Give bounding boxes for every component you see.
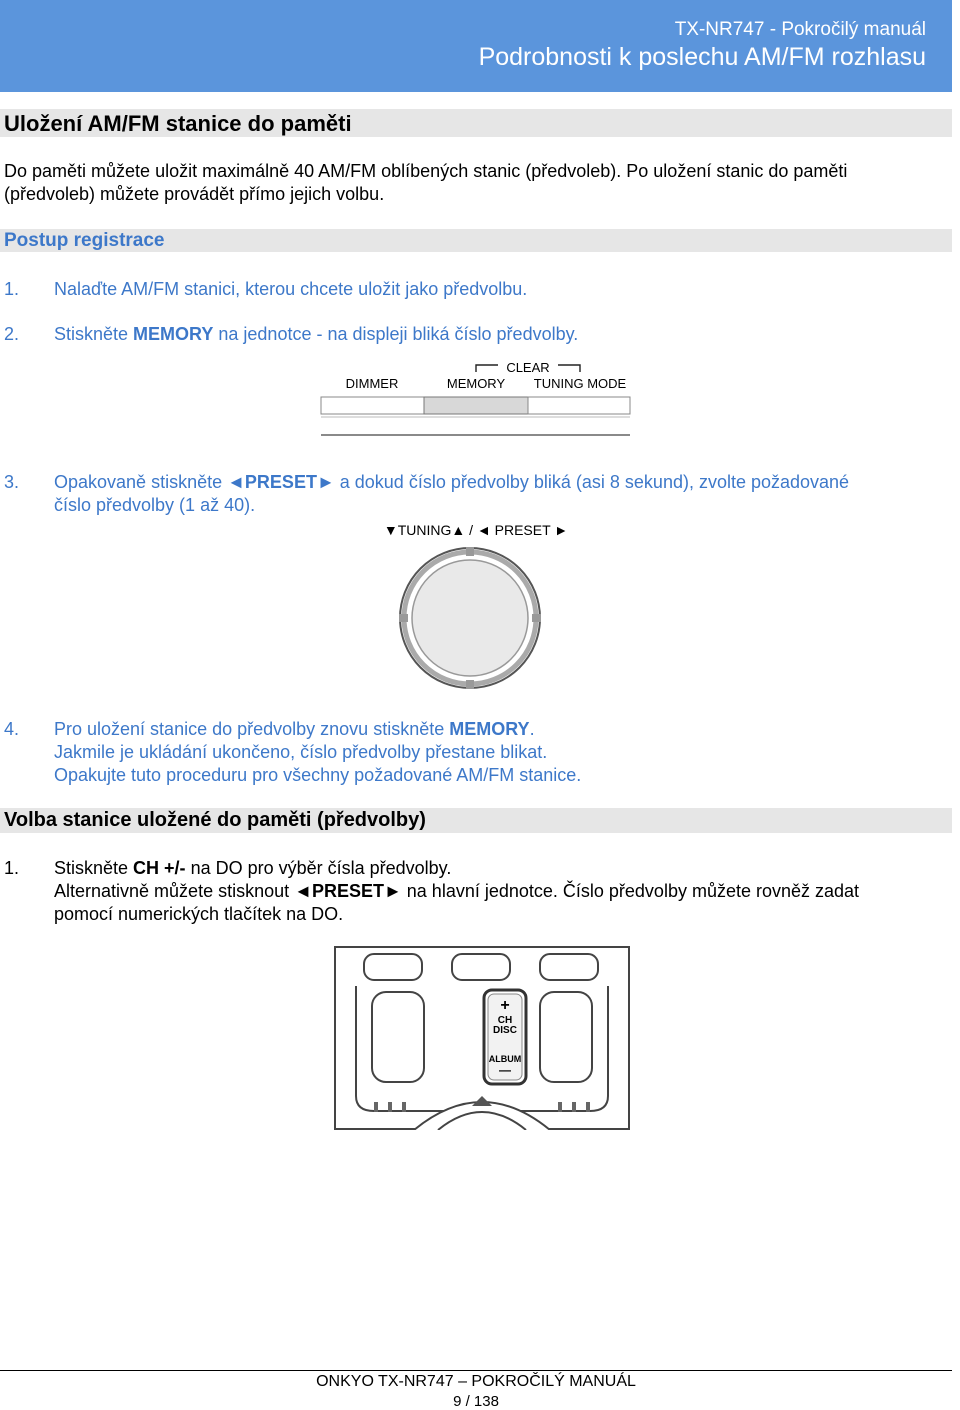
footer-title: ONKYO TX-NR747 – POKROČILÝ MANUÁL [316,1373,636,1390]
step-text: Stiskněte CH +/- na DO pro výběr čísla předvolby. [54,858,452,878]
dimmer-label: DIMMER [345,376,399,391]
page-number: 9 / 138 [453,1393,499,1410]
footer-rule [0,1370,952,1371]
section-heading: Uložení AM/FM stanice do paměti [4,111,352,136]
disc-label: DISC [493,1025,517,1036]
step-text-line: pomocí numerických tlačítek na DO. [54,904,344,924]
tuning-knob-figure [370,518,582,692]
memory-key-label: MEMORY [449,719,530,739]
tuning-mode-button[interactable] [528,397,630,414]
memory-label: MEMORY [446,376,506,391]
step-text-line: číslo předvolby (1 až 40). [54,495,256,515]
subheading-bar [0,229,952,252]
clear-label: CLEAR [506,360,550,375]
ch-label: CH [497,1015,513,1026]
ch-minus-label: — [499,1063,511,1077]
step-text: Nalaďte AM/FM stanici, kterou chcete uložit jako předvolbu. [54,279,528,299]
step-number: 2. [4,324,20,344]
preset-key-label: ◄PRESET► [294,881,402,901]
section-heading-bar [0,109,952,137]
step-number: 3. [4,472,20,492]
knob-label: ▼TUNING▲ / ◄ PRESET ► [383,522,569,538]
step-number: 4. [4,719,20,739]
step-text: Stiskněte MEMORY na jednotce - na displeji bliká číslo předvolby. [54,324,579,344]
step-number: 1. [4,279,20,299]
intro-line-1: Do paměti můžete uložit maximálně 40 AM/FM oblíbených stanic (předvoleb). Po uložení stanic do paměti [4,161,848,181]
step-text-line: Jakmile je ukládání ukončeno, číslo předvolby přestane blikat. [54,742,548,762]
subheading: Postup registrace [4,230,165,251]
section-heading-bar [0,808,952,833]
step-text: Pro uložení stanice do předvolby znovu stiskněte MEMORY. [54,719,535,739]
step-number: 1. [4,858,20,878]
chapter-title: Podrobnosti k poslechu AM/FM rozhlasu [478,43,926,71]
album-label: ALBUM [488,1054,522,1064]
ch-plus-label: + [500,997,510,1014]
dimmer-button[interactable] [321,397,424,414]
step-text-line: Alternativně můžete stisknout ◄PRESET► na hlavní jednotce. Číslo předvolby můžete rovněž zadat [54,881,860,901]
intro-line-2: (předvoleb) můžete provádět přímo jejich volbu. [4,184,385,204]
step-text-line: Opakujte tuto proceduru pro všechny požadované AM/FM stanice. [54,765,582,785]
manual-subtitle: TX-NR747 - Pokročilý manuál [674,19,926,40]
memory-button[interactable] [424,397,528,414]
ch-key-label: CH +/- [133,858,186,878]
section-heading: Volba stanice uložené do paměti (předvolby) [4,809,426,831]
tuning-mode-label: TUNING MODE [533,376,627,391]
front-panel-buttons-figure [316,356,638,442]
remote-control-figure [334,946,630,1130]
preset-key-label: ◄PRESET► [227,472,335,492]
step-text: Opakovaně stiskněte ◄PRESET► a dokud číslo předvolby bliká (asi 8 sekund), zvolte požadované [54,472,850,492]
memory-key-label: MEMORY [133,324,214,344]
page-header [0,0,952,92]
